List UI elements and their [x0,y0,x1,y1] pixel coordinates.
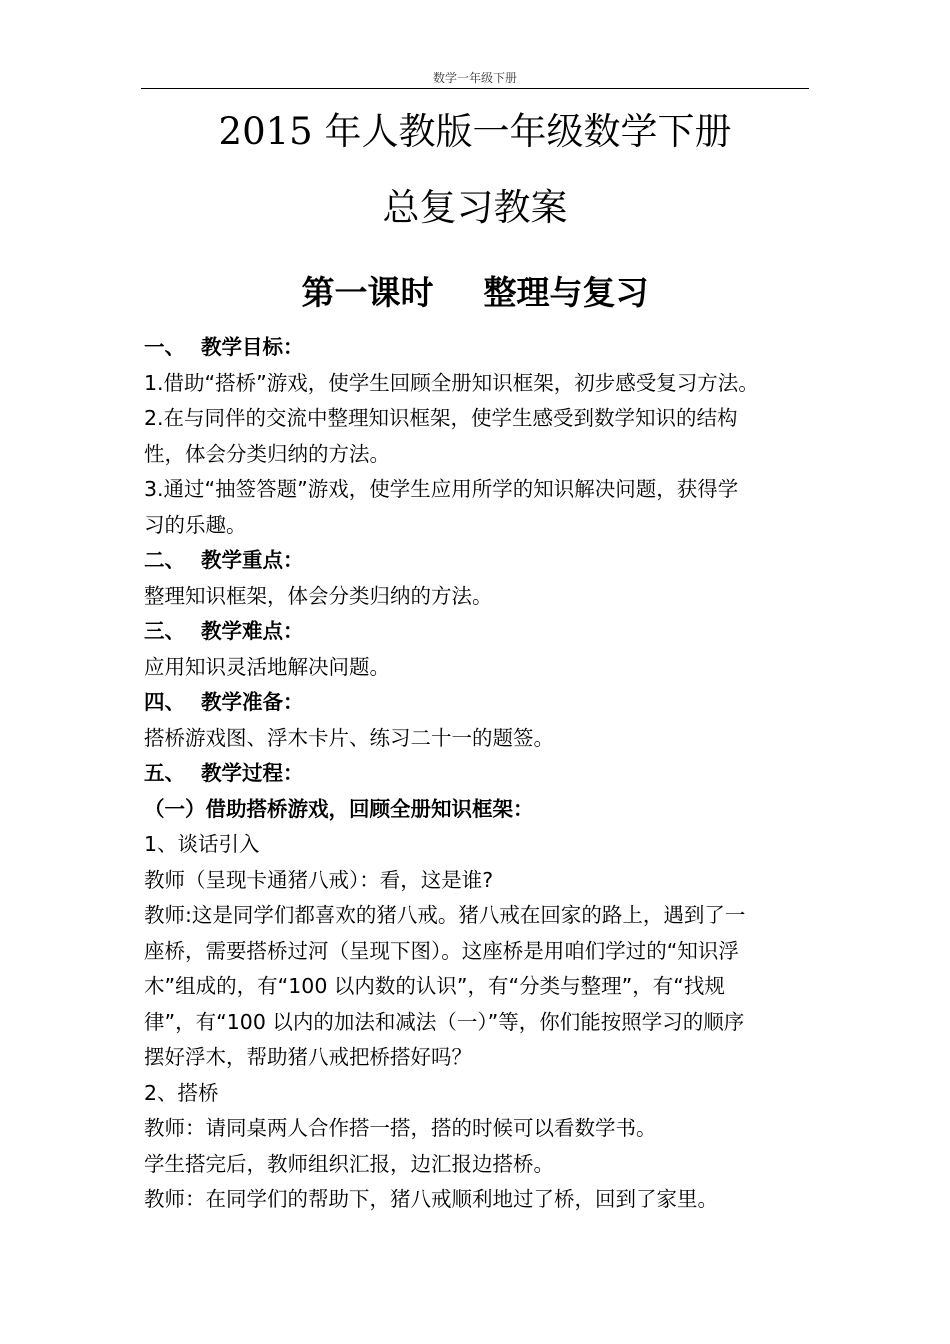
paragraph-line: 1、谈话引入 [144,832,260,856]
paragraph-line: 座桥，需要搭桥过河（呈现下图）。这座桥是用咱们学过的“知识浮 [144,938,739,963]
lesson-name: 第一课时 [301,273,434,312]
section-heading-key-points: 二、 教学重点： [144,548,304,572]
paragraph-line: 习的乐趣。 [144,512,247,537]
lesson-topic: 整理与复习 [483,273,649,312]
paragraph-line: 教师（呈现卡通猪八戒）：看，这是谁? [144,867,494,892]
paragraph-line: 教师：请同桌两人合作搭一搭，搭的时候可以看数学书。 [144,1116,657,1140]
paragraph-line: 整理知识框架，体会分类归纳的方法。 [144,583,493,608]
paragraph-line: 应用知识灵活地解决问题。 [144,654,390,679]
paragraph-line: 摆好浮木，帮助猪八戒把桥搭好吗？ [144,1045,472,1069]
section-heading-difficulties: 三、 教学难点： [144,619,304,643]
section-heading-goals: 一、 教学目标： [144,335,304,359]
paragraph-line: 木”组成的，有“100 以内数的认识”，有“分类与整理”，有“找规 [144,974,725,998]
paragraph-line: 1.借助“搭桥”游戏，使学生回顾全册知识框架，初步感受复习方法。 [144,370,759,395]
document-title-line-2: 总复习教案 [382,186,568,229]
paragraph-line: 3.通过“抽签答题”游戏，使学生应用所学的知识解决问题，获得学 [144,477,739,501]
header-rule [141,88,809,89]
paragraph-line: 2、搭桥 [144,1080,219,1105]
paragraph-line: 2.在与同伴的交流中整理知识框架，使学生感受到数学知识的结构 [144,406,738,430]
paragraph-line: 律”，有“100 以内的加法和减法（一）”等，你们能按照学习的顺序 [144,1009,745,1034]
paragraph-line: 搭桥游戏图、浮木卡片、练习二十一的题签。 [144,725,554,750]
lesson-body [144,330,812,1218]
paragraph-line: 教师：在同学们的帮助下，猪八戒顺利地过了桥，回到了家里。 [144,1187,718,1211]
lesson-title [141,268,809,318]
paragraph-line: 学生搭完后，教师组织汇报，边汇报边搭桥。 [144,1151,554,1176]
paragraph-line: 教师:这是同学们都喜欢的猪八戒。猪八戒在回家的路上，遇到了一 [144,903,746,927]
subsection-heading: （一）借助搭桥游戏，回顾全册知识框架： [144,796,534,821]
section-heading-process: 五、 教学过程： [144,761,304,785]
paragraph-line: 性，体会分类归纳的方法。 [144,441,390,466]
section-heading-preparation: 四、 教学准备： [144,690,304,714]
running-header: 数学一年级下册 [432,71,517,85]
document-title-line-1: 2015 年人教版一年级数学下册 [218,110,732,153]
